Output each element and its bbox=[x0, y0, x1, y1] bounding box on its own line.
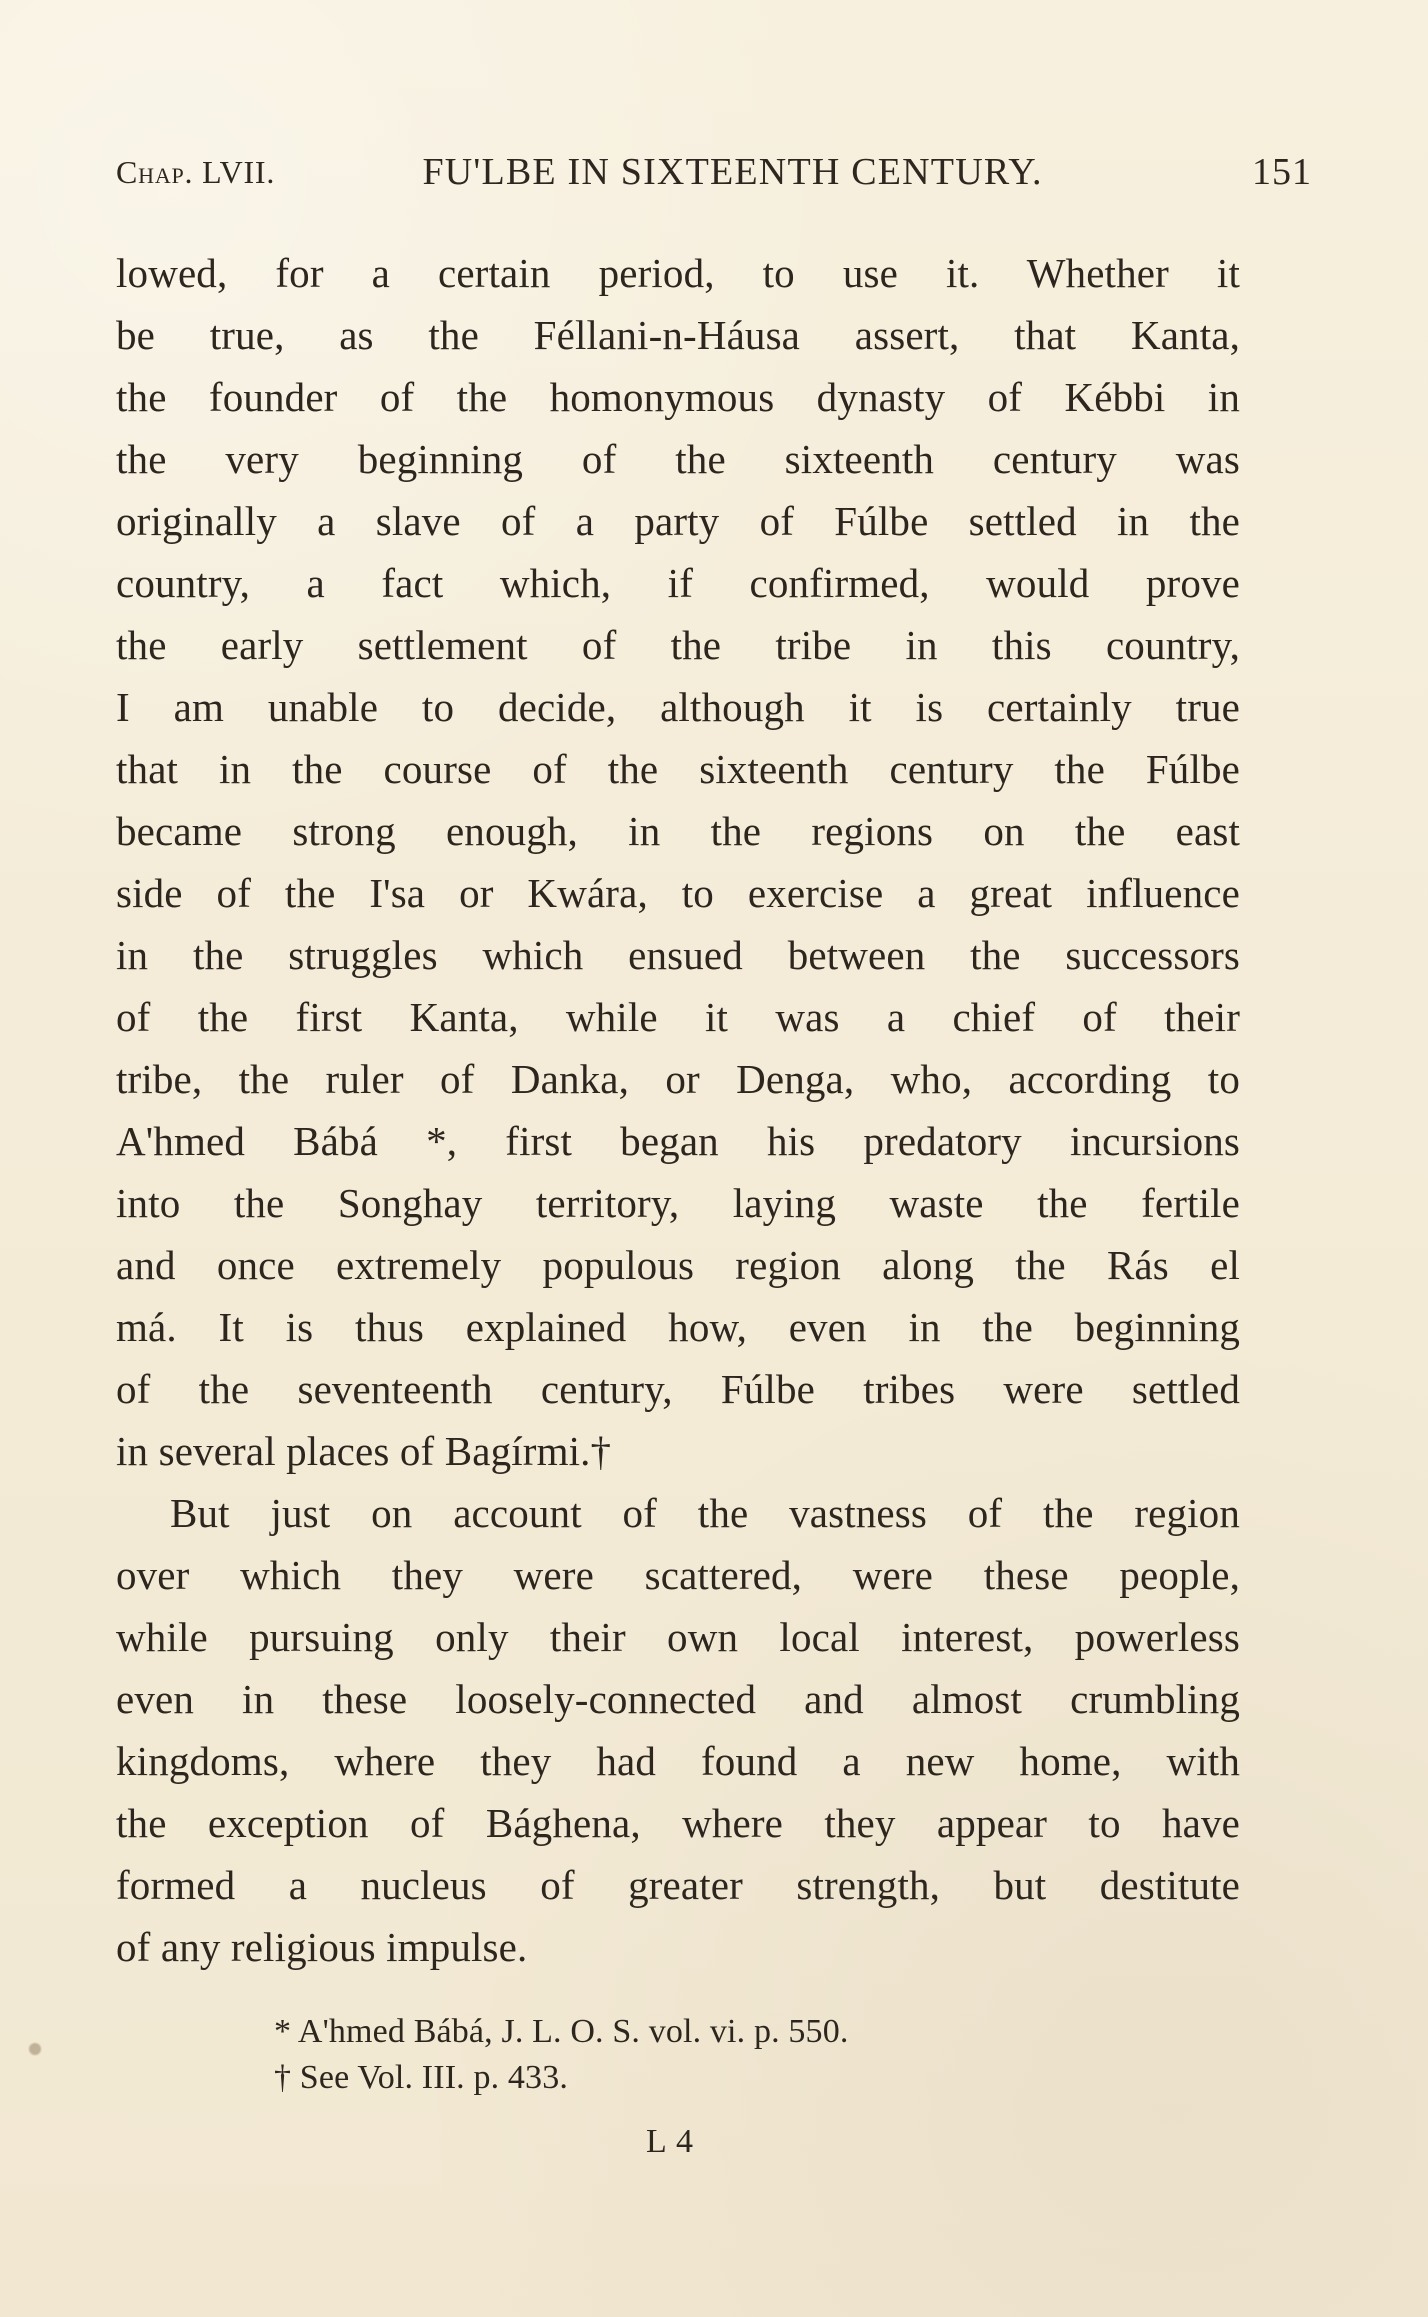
text-line-8: I am unable to decide, although it is certainly true bbox=[116, 684, 1240, 730]
text-line-28: of any religious impulse. bbox=[116, 1924, 528, 1970]
text-line-9: that in the course of the sixteenth century the Fúlbe bbox=[116, 746, 1240, 792]
text-line-20: in several places of Bagírmi.† bbox=[116, 1428, 612, 1474]
text-line-3: the founder of the homonymous dynasty of Kébbi in bbox=[116, 374, 1240, 420]
footnotes bbox=[274, 2009, 1114, 2101]
text-line-16: into the Songhay territory, laying waste the fertile bbox=[116, 1180, 1240, 1226]
text-line-4: the very beginning of the sixteenth century was bbox=[116, 436, 1240, 482]
text-line-27: formed a nucleus of greater strength, but destitute bbox=[116, 1862, 1240, 1908]
text-line-24: even in these loosely-connected and almost crumbling bbox=[116, 1676, 1240, 1722]
text-line-26: the exception of Bághena, where they appear to have bbox=[116, 1800, 1240, 1846]
text-line-2: be true, as the Féllani-n-Háusa assert, that Kanta, bbox=[116, 312, 1240, 358]
text-line-19: of the seventeenth century, Fúlbe tribes were settled bbox=[116, 1366, 1240, 1412]
text-line-17: and once extremely populous region along the Rás el bbox=[116, 1242, 1240, 1288]
footnote-1: * A'hmed Bábá, J. L. O. S. vol. vi. p. 550. bbox=[274, 2013, 849, 2050]
page-number: 151 bbox=[1252, 151, 1312, 193]
text-line-6: country, a fact which, if confirmed, would prove bbox=[116, 560, 1240, 606]
text-line-5: originally a slave of a party of Fúlbe settled in the bbox=[116, 498, 1240, 544]
text-line-12: in the struggles which ensued between the successors bbox=[116, 932, 1240, 978]
running-header bbox=[116, 142, 1312, 202]
running-title: FU'LBE IN SIXTEENTH CENTURY. bbox=[422, 151, 1043, 193]
footnote-2: † See Vol. III. p. 433. bbox=[274, 2059, 569, 2096]
text-line-18: má. It is thus explained how, even in the beginning bbox=[116, 1304, 1240, 1350]
text-line-15: A'hmed Bábá *, first began his predatory incursions bbox=[116, 1118, 1240, 1164]
signature-mark: L 4 bbox=[646, 2123, 695, 2160]
text-line-25: kingdoms, where they had found a new home, with bbox=[116, 1738, 1240, 1784]
text-line-21: But just on account of the vastness of the region bbox=[170, 1490, 1240, 1536]
text-line-23: while pursuing only their own local interest, powerless bbox=[116, 1614, 1240, 1660]
text-line-1: lowed, for a certain period, to use it. Whether it bbox=[116, 250, 1240, 296]
text-line-13: of the first Kanta, while it was a chief of their bbox=[116, 994, 1240, 1040]
text-line-22: over which they were scattered, were these people, bbox=[116, 1552, 1240, 1598]
text-line-14: tribe, the ruler of Danka, or Denga, who, according to bbox=[116, 1056, 1240, 1102]
paper-speck bbox=[29, 2043, 41, 2055]
chapter-label: Chap. LVII. bbox=[116, 153, 276, 190]
text-line-10: became strong enough, in the regions on the east bbox=[116, 808, 1240, 854]
text-line-11: side of the I'sa or Kwára, to exercise a great influence bbox=[116, 870, 1240, 916]
body-text bbox=[116, 242, 1240, 1978]
text-line-7: the early settlement of the tribe in this country, bbox=[116, 622, 1240, 668]
